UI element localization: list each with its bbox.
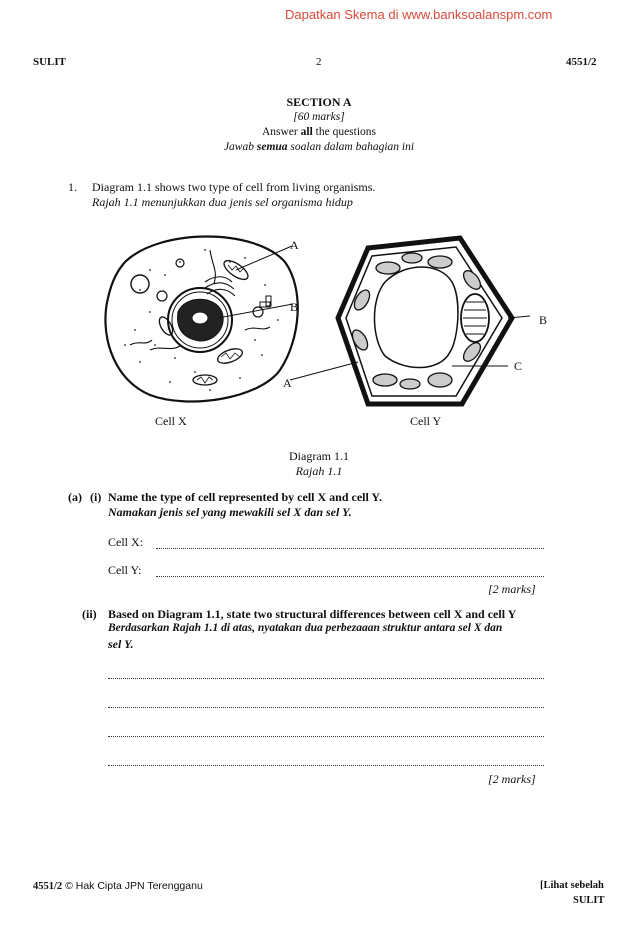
cell-x-drawing	[105, 237, 297, 402]
part-a-ii-text-ms-1: Berdasarkan Rajah 1.1 di atas, nyatakan dua perbezaaan struktur antara sel X dan	[108, 622, 503, 634]
part-a-label: (a)	[68, 490, 82, 504]
instruction-ms-post: soalan dalam bahagian ini	[287, 141, 415, 153]
part-a-ii-text-ms-2: sel Y.	[108, 637, 134, 651]
question-number: 1.	[68, 180, 77, 194]
footer-code: 4551/2	[33, 881, 63, 892]
cell-x-label-b: B	[290, 300, 299, 314]
watermark-text: Dapatkan Skema di www.banksoalanspm.com	[285, 7, 553, 22]
cell-y-answer-label: Cell Y:	[108, 563, 142, 577]
footer-next-page: [Lihat sebelah	[540, 880, 604, 891]
answer-line-3[interactable]	[108, 736, 544, 737]
part-a-ii-marks: [2 marks]	[488, 772, 536, 786]
cell-y-label-a: A	[283, 376, 292, 390]
part-a-i-marks: [2 marks]	[488, 582, 536, 596]
cell-x-caption: Cell X	[155, 414, 187, 428]
header-sulit: SULIT	[33, 56, 67, 68]
cell-y-label-c: C	[514, 359, 523, 373]
instruction-ms-bold: semua	[256, 141, 288, 153]
page-number: 2	[316, 56, 322, 68]
cell-x-answer-line[interactable]	[156, 548, 544, 549]
cell-y-drawing	[290, 238, 530, 404]
question-text: Diagram 1.1 shows two type of cell from living organisms.	[92, 180, 376, 194]
cell-x-answer-label: Cell X:	[108, 535, 143, 549]
answer-line-2[interactable]	[108, 707, 544, 708]
part-a-ii-text: Based on Diagram 1.1, state two structural differences between cell X and cell Y	[108, 607, 517, 621]
instruction-ms-pre: Jawab	[223, 141, 257, 153]
section-title: SECTION A	[286, 95, 352, 109]
part-a-i-text-ms: Namakan jenis sel yang mewakili sel X dan sel Y.	[108, 505, 352, 519]
instruction-post: the questions	[312, 126, 377, 138]
footer-sulit: SULIT	[573, 895, 605, 906]
diagram-title: Diagram 1.1	[289, 449, 349, 463]
footer-copyright	[33, 880, 203, 892]
answer-line-1[interactable]	[108, 678, 544, 679]
diagram-title-ms: Rajah 1.1	[295, 464, 343, 478]
footer-copyright-text: © Hak Cipta JPN Terengganu	[62, 880, 203, 892]
part-a-i-text: Name the type of cell represented by cell X and cell Y.	[108, 490, 382, 504]
part-a-i-label: (i)	[90, 490, 102, 504]
cell-x-label-a: A	[290, 238, 299, 252]
answer-line-4[interactable]	[108, 765, 544, 766]
paper-code: 4551/2	[566, 56, 597, 68]
cell-y-label-b: B	[539, 313, 548, 327]
cell-y-caption: Cell Y	[410, 414, 442, 428]
part-a-ii-label: (ii)	[82, 607, 97, 621]
section-marks: [60 marks]	[293, 111, 345, 123]
question-text-ms: Rajah 1.1 menunjukkan dua jenis sel organisma hidup	[92, 195, 353, 209]
instruction-pre: Answer	[261, 126, 301, 138]
cell-y-answer-line[interactable]	[156, 576, 544, 577]
instruction-bold: all	[300, 126, 313, 138]
